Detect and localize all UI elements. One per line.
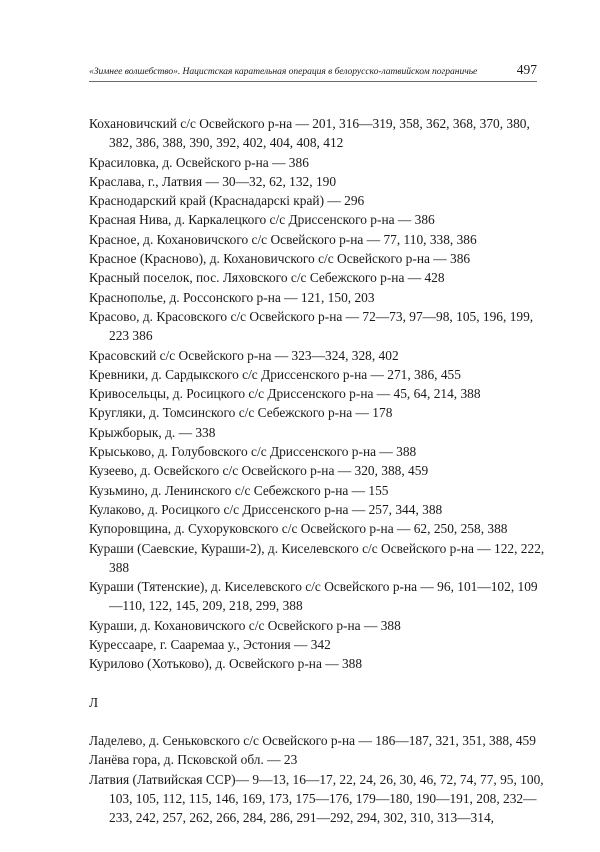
index-entry: Курессааре, г. Сааремаа у., Эстония — 342 bbox=[89, 637, 331, 653]
index-entry: Кругляки, д. Томсинского с/с Себежского р-на — 178 bbox=[89, 405, 393, 421]
index-entry: Ланёва гора, д. Псковской обл. — 23 bbox=[89, 752, 298, 768]
index-entry: Красный поселок, пос. Ляховского с/с Себежского р-на — 428 bbox=[89, 270, 445, 286]
index-entry: Крыськово, д. Голубовского с/с Дриссенского р-на — 388 bbox=[89, 444, 417, 460]
index-entry: Латвия (Латвийская ССР)— 9—13, 16—17, 22, 24, 26, 30, 46, 72, 74, 77, 95, 100, 103, 105, 112, 115, 146, 169, 173, 175—176, 179—180, 190—191, 208, 232—233, 242, 257, 262, 266, 284, 286, 291—292, 294, 302, 310, 313—314, bbox=[89, 771, 544, 826]
index-entry: Краснодарский край (Краснадарскі край) — 296 bbox=[89, 193, 365, 209]
index-entry: Кураши (Саевские, Кураши-2), д. Киселевского с/с Освейского р-на — 122, 222, 388 bbox=[89, 540, 545, 575]
index-entry: Красное (Красново), д. Кохановичского с/с Освейского р-на — 386 bbox=[89, 251, 471, 267]
index-entry: Красово, д. Красовского с/с Освейского р-на — 72—73, 97—98, 105, 196, 199, 223 386 bbox=[89, 308, 534, 344]
index-entry: Красная Нива, д. Каркалецкого с/с Дриссенского р-на — 386 bbox=[89, 212, 435, 228]
index-entries bbox=[89, 114, 549, 827]
index-entry: Кузеево, д. Освейского с/с Освейского р-на — 320, 388, 459 bbox=[89, 463, 429, 479]
index-entry: Купоровщина, д. Сухоруковского с/с Освейского р-на — 62, 250, 258, 388 bbox=[89, 521, 508, 537]
index-entry: Ладелево, д. Сеньковского с/с Освейского р-на — 186—187, 321, 351, 388, 459 bbox=[89, 732, 536, 748]
index-entry: Краслава, г., Латвия — 30—32, 62, 132, 190 bbox=[89, 173, 337, 189]
index-entry: Кривосельцы, д. Росицкого с/с Дриссенского р-на — 45, 64, 214, 388 bbox=[89, 386, 481, 402]
index-entry: Красное, д. Кохановичского с/с Освейского р-на — 77, 110, 338, 386 bbox=[89, 231, 477, 247]
index-entry: Крыжборык, д. — 338 bbox=[89, 424, 216, 440]
index-entry: Красиловка, д. Освейского р-на — 386 bbox=[89, 154, 309, 170]
index-entry: Кревники, д. Сардыкского с/с Дриссенского р-на — 271, 386, 455 bbox=[89, 366, 461, 382]
index-entry: Кузьмино, д. Ленинского с/с Себежского р-на — 155 bbox=[89, 482, 389, 498]
index-entry: Кураши (Тятенские), д. Киселевского с/с Освейского р-на — 96, 101—102, 109—110, 122, 145, 209, 218, 299, 388 bbox=[89, 579, 538, 614]
page-number: 497 bbox=[516, 62, 537, 77]
running-title: «Зимнее волшебство». Нацистская карательная операция в белорусско-латвийском пограничье bbox=[89, 66, 478, 77]
index-entry: Кураши, д. Кохановичского с/с Освейского р-на — 388 bbox=[89, 617, 401, 633]
index-entry: Кулаково, д. Росицкого с/с Дриссенского р-на — 257, 344, 388 bbox=[89, 501, 443, 517]
index-entry: Красовский с/с Освейского р-на — 323—324, 328, 402 bbox=[89, 347, 399, 363]
header-divider bbox=[89, 81, 537, 82]
index-entry: Кохановичский с/с Освейского р-на — 201, 316—319, 358, 362, 368, 370, 380, 382, 386, 388, 390, 392, 402, 404, 408, 412 bbox=[89, 116, 530, 151]
letter-heading: Л bbox=[89, 694, 99, 710]
index-entry: Курилово (Хотьково), д. Освейского р-на — 388 bbox=[89, 656, 363, 672]
running-header bbox=[89, 62, 537, 80]
index-entry: Краснополье, д. Россонского р-на — 121, 150, 203 bbox=[89, 289, 375, 305]
